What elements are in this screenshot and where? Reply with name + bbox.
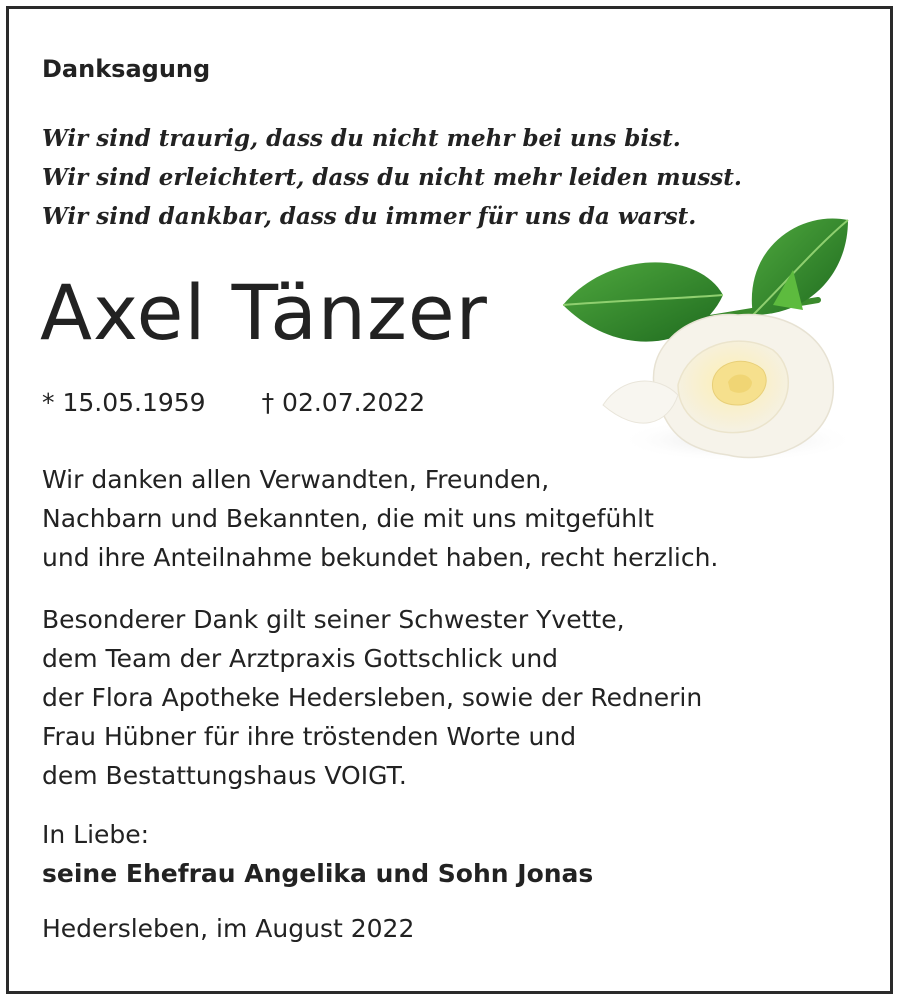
- text-line: Besonderer Dank gilt seiner Schwester Yvette,: [42, 605, 625, 634]
- poem-line: Wir sind erleichtert, dass du nicht mehr leiden musst.: [42, 164, 742, 191]
- text-line: und ihre Anteilnahme bekundet haben, recht herzlich.: [42, 543, 719, 572]
- closing-family: seine Ehefrau Angelika und Sohn Jonas: [42, 859, 594, 888]
- poem-line: Wir sind traurig, dass du nicht mehr bei uns bist.: [42, 125, 681, 152]
- text-line: Wir danken allen Verwandten, Freunden,: [42, 465, 550, 494]
- birth-date: * 15.05.1959: [42, 388, 206, 417]
- place-date: Hedersleben, im August 2022: [42, 914, 415, 943]
- text-line: Nachbarn und Bekannten, die mit uns mitgefühlt: [42, 504, 654, 533]
- text-line: dem Bestattungshaus VOIGT.: [42, 761, 407, 790]
- closing: [42, 815, 593, 893]
- thanks-paragraph: [42, 460, 718, 577]
- poem-line: Wir sind dankbar, dass du immer für uns da warst.: [42, 203, 697, 230]
- death-date: † 02.07.2022: [261, 388, 426, 417]
- notice-heading: Danksagung: [42, 55, 211, 83]
- text-line: Frau Hübner für ihre tröstenden Worte und: [42, 722, 577, 751]
- life-dates: [42, 388, 425, 417]
- special-thanks-paragraph: [42, 600, 702, 795]
- deceased-name: Axel Tänzer: [40, 268, 488, 357]
- text-line: der Flora Apotheke Hedersleben, sowie der Rednerin: [42, 683, 703, 712]
- text-line: dem Team der Arztpraxis Gottschlick und: [42, 644, 559, 673]
- white-rose-image: [548, 200, 858, 470]
- closing-in-love: In Liebe:: [42, 820, 150, 849]
